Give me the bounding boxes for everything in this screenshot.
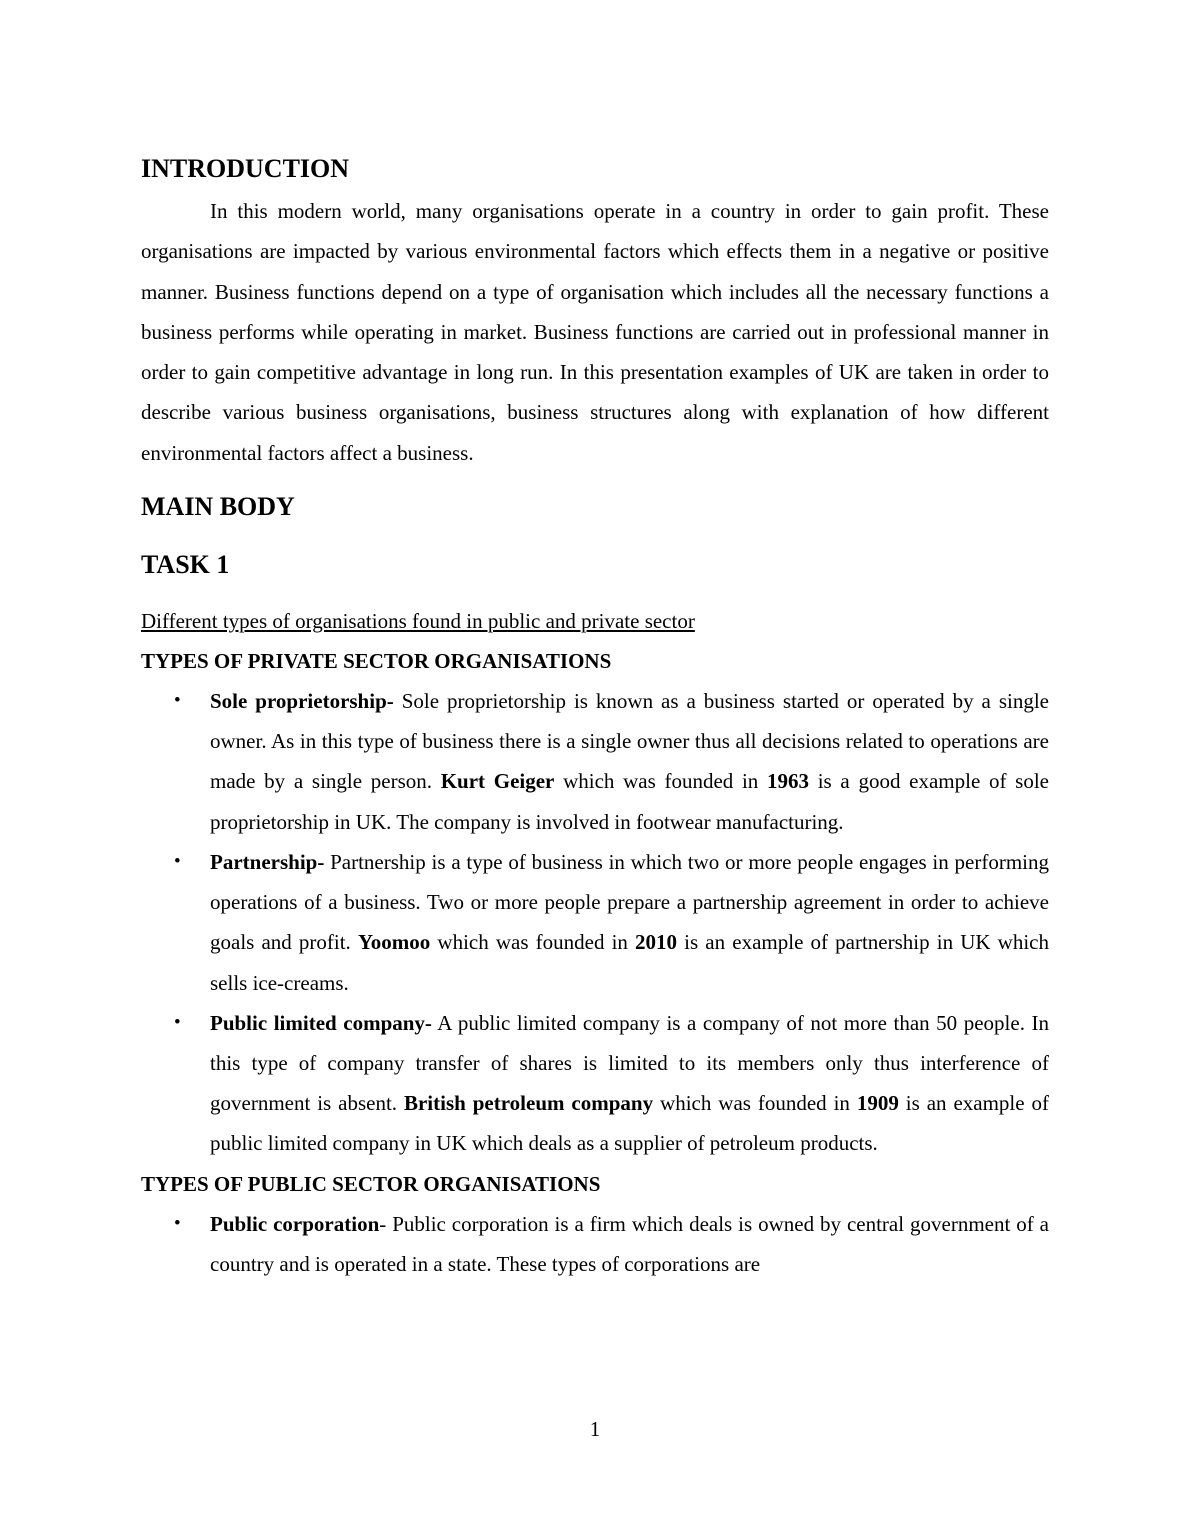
bullet-icon: • (174, 1212, 181, 1234)
page-number: 1 (589, 1417, 601, 1441)
bullet-icon: • (174, 1011, 181, 1033)
bullet-icon: • (174, 690, 181, 712)
item-term: Partnership- (210, 849, 325, 874)
private-sector-list (141, 681, 1049, 1163)
company-name: Yoomoo (357, 930, 431, 955)
public-sector-list (141, 1204, 1049, 1284)
list-item: • Sole proprietorship- Sole proprietorship is known as a business started or operated by a single owner. As in this type of business there is a single owner thus all decisions related to operations are made by a single person. Kurt Geiger which was founded in 1963 is a good example of sole proprietorship in UK. The company is involved in footwear manufacturing. (210, 681, 1049, 842)
task1-heading: TASK 1 (141, 550, 230, 580)
list-item: • Partnership- Partnership is a type of business in which two or more people engages in performing operations of a business. Two or more people prepare a partnership agreement in order to achieve goals and profit. Yoomoo which was founded in 2010 is an example of partnership in UK which sells ice-creams. (210, 842, 1049, 1003)
founding-year: 2010 (635, 930, 678, 955)
intro-paragraph: In this modern world, many organisations operate in a country in order to gain profit. These organisations are impacted by various environmental factors which effects them in a negative or positive manner. Business functions depend on a type of organisation which includes all the necessary functions a business performs while operating in market. Business functions are carried out in professional manner in order to gain competitive advantage in long run. In this presentation examples of UK are taken in order to describe various business organisations, business structures along with explanation of how different environmental factors affect a business. (141, 199, 1049, 465)
founding-year: 1963 (767, 769, 810, 794)
founding-year: 1909 (856, 1091, 899, 1116)
list-item: • Public limited company- A public limited company is a company of not more than 50 people. In this type of company transfer of shares is limited to its members only thus interference of government is absent. British petroleum company which was founded in 1909 is an example of public limited company in UK which deals as a supplier of petroleum products. (210, 1003, 1049, 1164)
public-sector-heading: TYPES OF PUBLIC SECTOR ORGANISATIONS (141, 1171, 601, 1196)
item-term: Public corporation (210, 1211, 380, 1236)
item-term: Sole proprietorship- (210, 689, 394, 714)
document-page (141, 148, 1049, 1284)
main-body-heading: MAIN BODY (141, 492, 295, 522)
task1-subheading: Different types of organisations found in public and private sector (141, 609, 695, 634)
intro-heading: INTRODUCTION (141, 154, 350, 183)
private-sector-heading: TYPES OF PRIVATE SECTOR ORGANISATIONS (141, 649, 612, 674)
item-term: Public limited company- (210, 1010, 432, 1035)
company-name: British petroleum company (403, 1091, 654, 1116)
company-name: Kurt Geiger (440, 769, 555, 794)
list-item: • Public corporation- Public corporation is a firm which deals is owned by central government of a country and is operated in a state. These types of corporations are (210, 1204, 1049, 1284)
bullet-icon: • (174, 850, 181, 872)
